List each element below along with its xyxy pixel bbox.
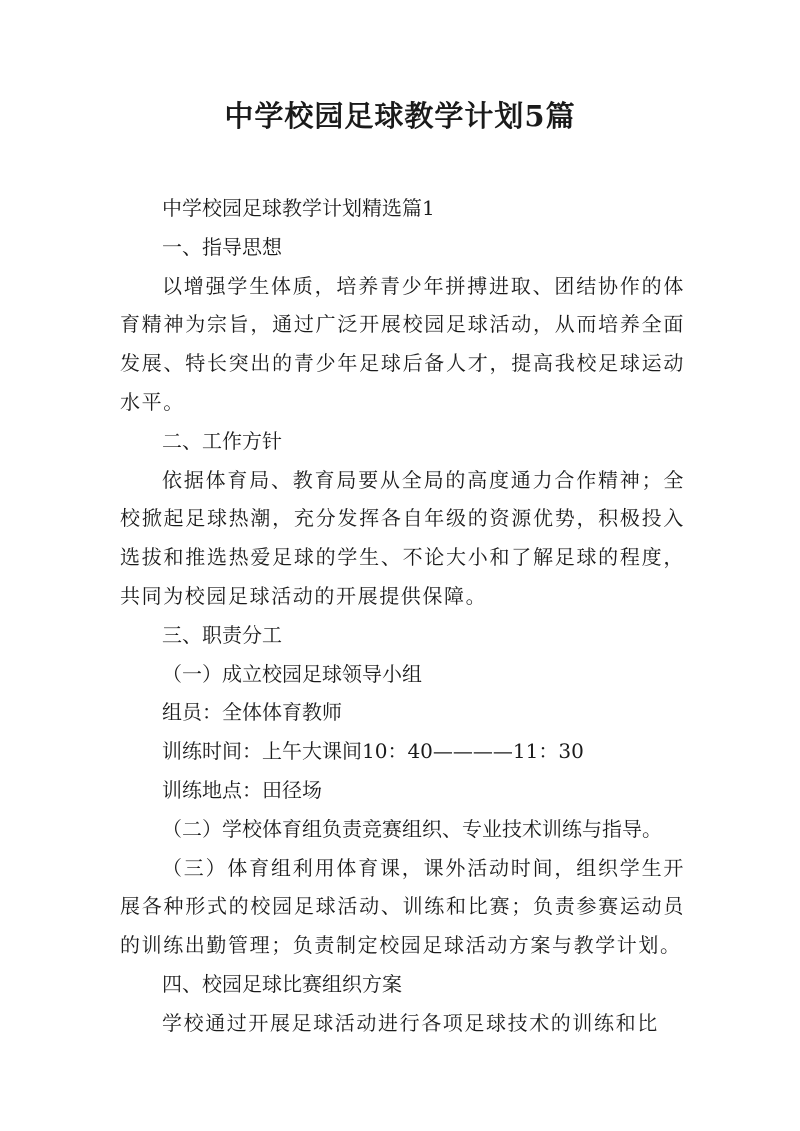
item-members: 组员：全体体育教师 — [162, 700, 342, 725]
heading-work-policy: 二、工作方针 — [162, 428, 282, 453]
paragraph-work-policy: 依据体育局、教育局要从全局的高度通力合作精神；全校掀起足球热潮，充分发挥各自年级的资源优势，积极投入选拔和推选热爱足球的学生、不论大小和了解足球的程度，共同为校园足球活动的开展提供保障。 — [120, 467, 685, 608]
item-pe-group-duties: （二）学校体育组负责竞赛组织、专业技术训练与指导。 — [162, 816, 662, 841]
item-training-time: 训练时间：上午大课间10：40————11：30 — [162, 739, 584, 764]
paragraph-guiding-ideology: 以增强学生体质，培养青少年拼搏进取、团结协作的体育精神为宗旨，通过广泛开展校园足球活动，从而培养全面发展、特长突出的青少年足球后备人才，提高我校足球运动水平。 — [120, 273, 685, 414]
paragraph-competition-plan: 学校通过开展足球活动进行各项足球技术的训练和比 — [162, 1010, 659, 1035]
heading-guiding-ideology: 一、指导思想 — [162, 234, 282, 259]
section-subtitle: 中学校园足球教学计划精选篇1 — [162, 196, 435, 220]
document-body — [120, 189, 685, 1043]
heading-competition-plan: 四、校园足球比赛组织方案 — [162, 971, 402, 996]
item-training-location: 训练地点：田径场 — [162, 777, 322, 802]
document-title: 中学校园足球教学计划5篇 — [224, 99, 576, 133]
item-leadership-group: （一）成立校园足球领导小组 — [162, 661, 422, 686]
paragraph-pe-activities: （三）体育组利用体育课，课外活动时间，组织学生开展各种形式的校园足球活动、训练和比赛；负责参赛运动员的训练出勤管理；负责制定校园足球活动方案与教学计划。 — [120, 855, 685, 958]
heading-responsibilities: 三、职责分工 — [162, 622, 282, 647]
